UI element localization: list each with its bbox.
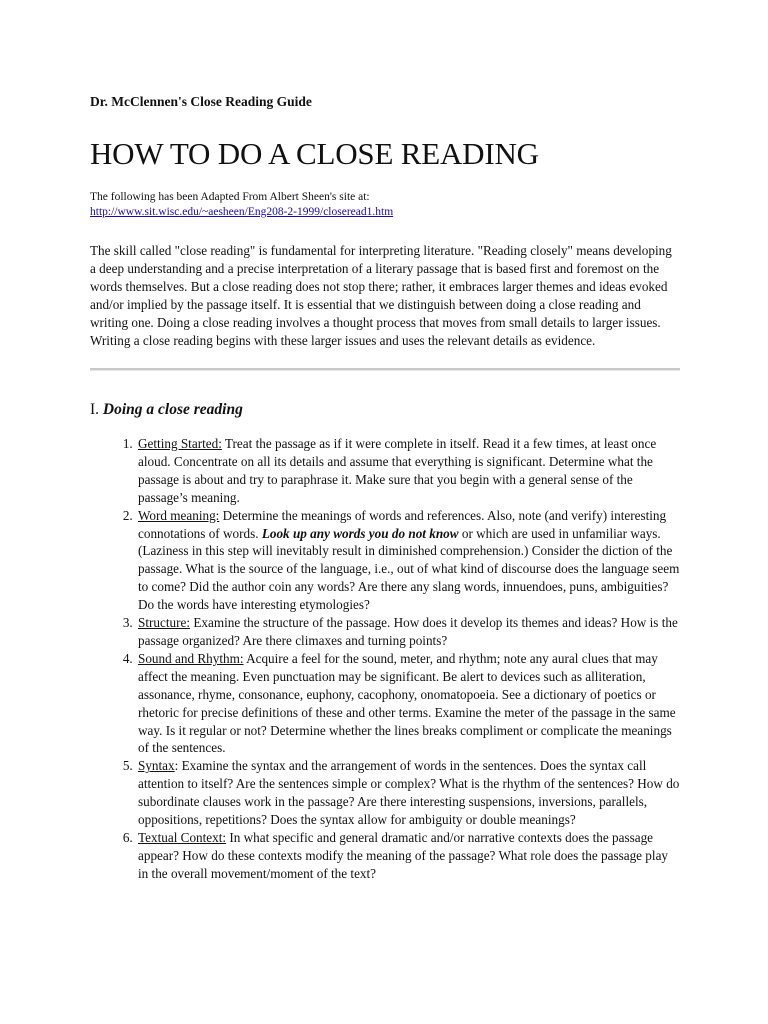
document-page	[90, 92, 680, 883]
section-heading	[90, 399, 680, 421]
item-term: Word meaning:	[138, 507, 220, 523]
item-text: : Examine the syntax and the arrangement of words in the sentences. Does the syntax call attention to itself? Are the sentences simple or complex? What is the rhythm of the sentences? How do subordinate clauses work in the passage? Are there interesting suspensions, inversions, parallels, oppositions, repetitions? Does the syntax allow for ambiguity or double meanings?	[138, 758, 680, 828]
item-term: Syntax	[138, 758, 175, 774]
list-item-word-meaning	[136, 507, 680, 614]
list-item-structure	[136, 614, 680, 650]
list-item-getting-started	[136, 435, 680, 507]
item-text: Determine the meanings of words and references. Also, note (and verify) interesting connotations of words.	[138, 507, 667, 541]
source-note	[90, 190, 680, 220]
item-term: Textual Context:	[138, 829, 227, 845]
list-item-syntax	[136, 757, 680, 829]
guide-title: Dr. McClennen's Close Reading Guide	[90, 94, 312, 109]
item-text: Examine the structure of the passage. How does it develop its themes and ideas? How is the passage organized? Are there climaxes and turning points?	[138, 615, 678, 648]
item-term: Sound and Rhythm:	[138, 650, 244, 666]
list-item-sound-and-rhythm	[136, 650, 680, 757]
close-reading-steps-list	[90, 435, 680, 883]
section-title: Doing a close reading	[102, 401, 243, 418]
intro-paragraph: The skill called "close reading" is fundamental for interpreting literature. "Reading closely" means developing a deep understanding and a precise interpretation of a literary passage that is based first and foremost on the words themselves. But a close reading does not stop there; rather, it embraces larger themes and ideas evoked and/or implied by the passage itself. It is essential that we distinguish between doing a close reading and writing one. Doing a close reading involves a thought process that moves from small details to larger issues. Writing a close reading begins with these larger issues and uses the relevant details as evidence.	[90, 243, 672, 348]
section-divider	[90, 368, 680, 371]
item-emphasis: Look up any words you do not know	[261, 525, 459, 541]
item-term: Getting Started:	[138, 436, 222, 451]
item-text: Treat the passage as if it were complete in itself. Read it a few times, at least once aloud. Concentrate on all its details and assume that everything is significant. Determine what the passage is about and try to paraphrase it. Make sure that you begin with a general sense of the passage’s meaning.	[138, 436, 657, 505]
section-numeral: I.	[90, 401, 100, 418]
list-item-textual-context	[136, 829, 680, 883]
source-adapted-text: The following has been Adapted From Albert Sheen's site at:	[90, 191, 370, 203]
item-term: Structure:	[138, 615, 191, 631]
item-text: In what specific and general dramatic and/or narrative contexts does the passage appear? How do these contexts modify the meaning of the passage? What role does the passage play in the overall movement/moment of the text?	[138, 829, 669, 881]
source-link[interactable]: http://www.sit.wisc.edu/~aesheen/Eng208-2-1999/closeread1.htm	[90, 206, 394, 218]
page-title: HOW TO DO A CLOSE READING	[90, 136, 539, 171]
item-text: or which are used in unfamiliar ways. (Laziness in this step will inevitably result in diminished comprehension.) Consider the diction of the passage. What is the source of the language, i.e., out of what kind of discourse does the language seem to come? Did the author coin any words? Are there any slang words, innuendoes, puns, ambiguities? Do the words have interesting etymologies?	[138, 525, 680, 613]
item-text: Acquire a feel for the sound, meter, and rhythm; note any aural clues that may affect the meaning. Even punctuation may be significant. Be alert to devices such as alliteration, assonance, rhyme, consonance, euphony, cacophony, onomatopoeia. See a dictionary of poetics or rhetoric for precise definitions of these and other terms. Examine the meter of the passage in the same way. Is it regular or not? Determine whether the lines breaks compliment or complicate the meanings of the sentences.	[138, 650, 676, 756]
